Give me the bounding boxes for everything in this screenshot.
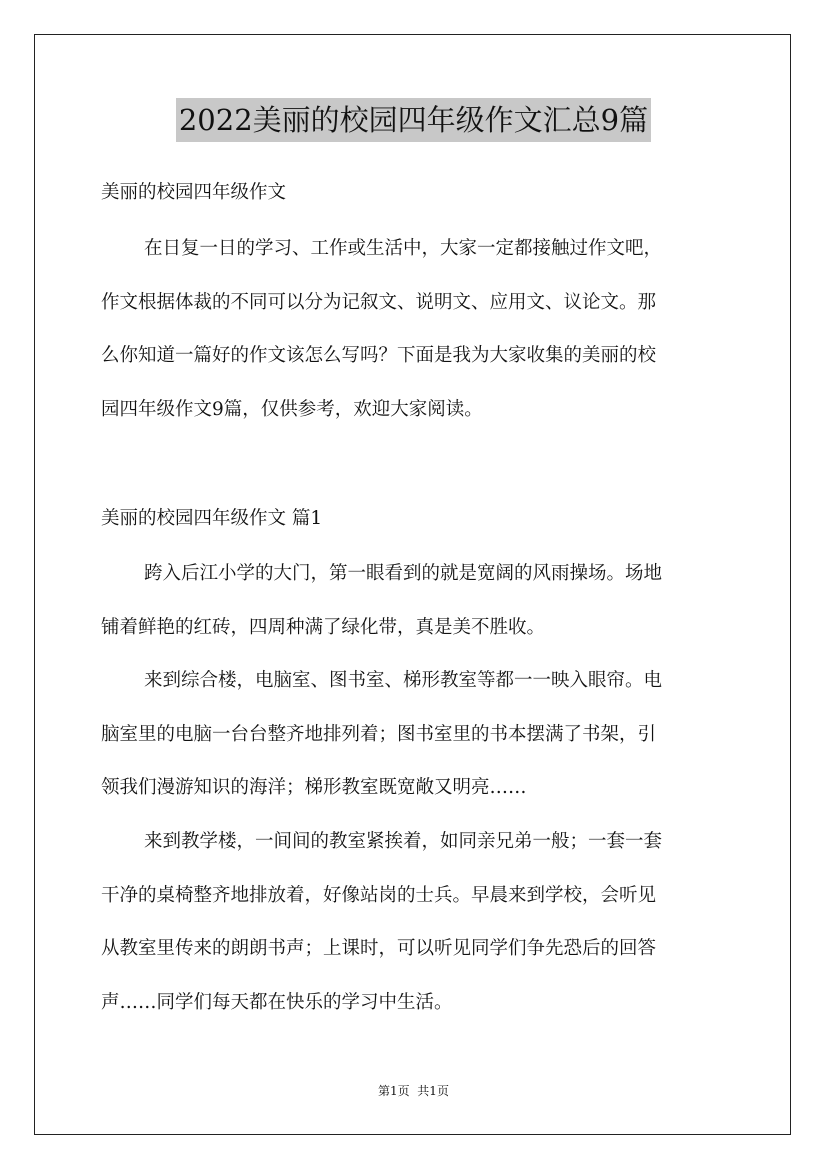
paragraph-line: 干净的桌椅整齐地排放着，好像站岗的士兵。早晨来到学校，会听见 xyxy=(101,884,657,906)
paragraph-line: 铺着鲜艳的红砖，四周种满了绿化带，真是美不胜收。 xyxy=(101,616,546,638)
intro-line: 园四年级作文9篇，仅供参考，欢迎大家阅读。 xyxy=(101,398,483,420)
paragraph-line: 跨入后江小学的大门，第一眼看到的就是宽阔的风雨操场。场地 xyxy=(144,563,663,584)
title-container xyxy=(0,98,827,142)
paragraph-line: 从教室里传来的朗朗书声；上课时，可以听见同学们争先恐后的回答 xyxy=(101,938,657,959)
article-heading: 美丽的校园四年级作文 篇1 xyxy=(101,508,323,529)
intro-line: 作文根据体裁的不同可以分为记叙文、说明文、应用文、议论文。那 xyxy=(101,291,657,313)
document-title: 2022美丽的校园四年级作文汇总9篇 xyxy=(176,98,651,142)
paragraph-1 xyxy=(101,547,741,654)
intro-paragraph xyxy=(101,222,741,436)
paragraph-line: 来到综合楼，电脑室、图书室、梯形教室等都一一映入眼帘。电 xyxy=(144,670,663,691)
section-heading: 美丽的校园四年级作文 xyxy=(101,182,287,203)
paragraph-line: 来到教学楼，一间间的教室紧挨着，如同亲兄弟一般；一套一套 xyxy=(144,831,663,852)
paragraph-line: 领我们漫游知识的海洋；梯形教室既宽敞又明亮…… xyxy=(101,777,527,798)
paragraph-line: 脑室里的电脑一台台整齐地排列着；图书室里的书本摆满了书架，引 xyxy=(101,723,657,745)
paragraph-line: 声……同学们每天都在快乐的学习中生活。 xyxy=(101,991,453,1013)
paragraph-3 xyxy=(101,815,741,1029)
page-footer: 第1页 共1页 xyxy=(378,1084,449,1098)
intro-line: 么你知道一篇好的作文该怎么写吗？下面是我为大家收集的美丽的校 xyxy=(101,345,657,366)
paragraph-2 xyxy=(101,654,741,815)
intro-line: 在日复一日的学习、工作或生活中，大家一定都接触过作文吧， xyxy=(144,238,663,259)
